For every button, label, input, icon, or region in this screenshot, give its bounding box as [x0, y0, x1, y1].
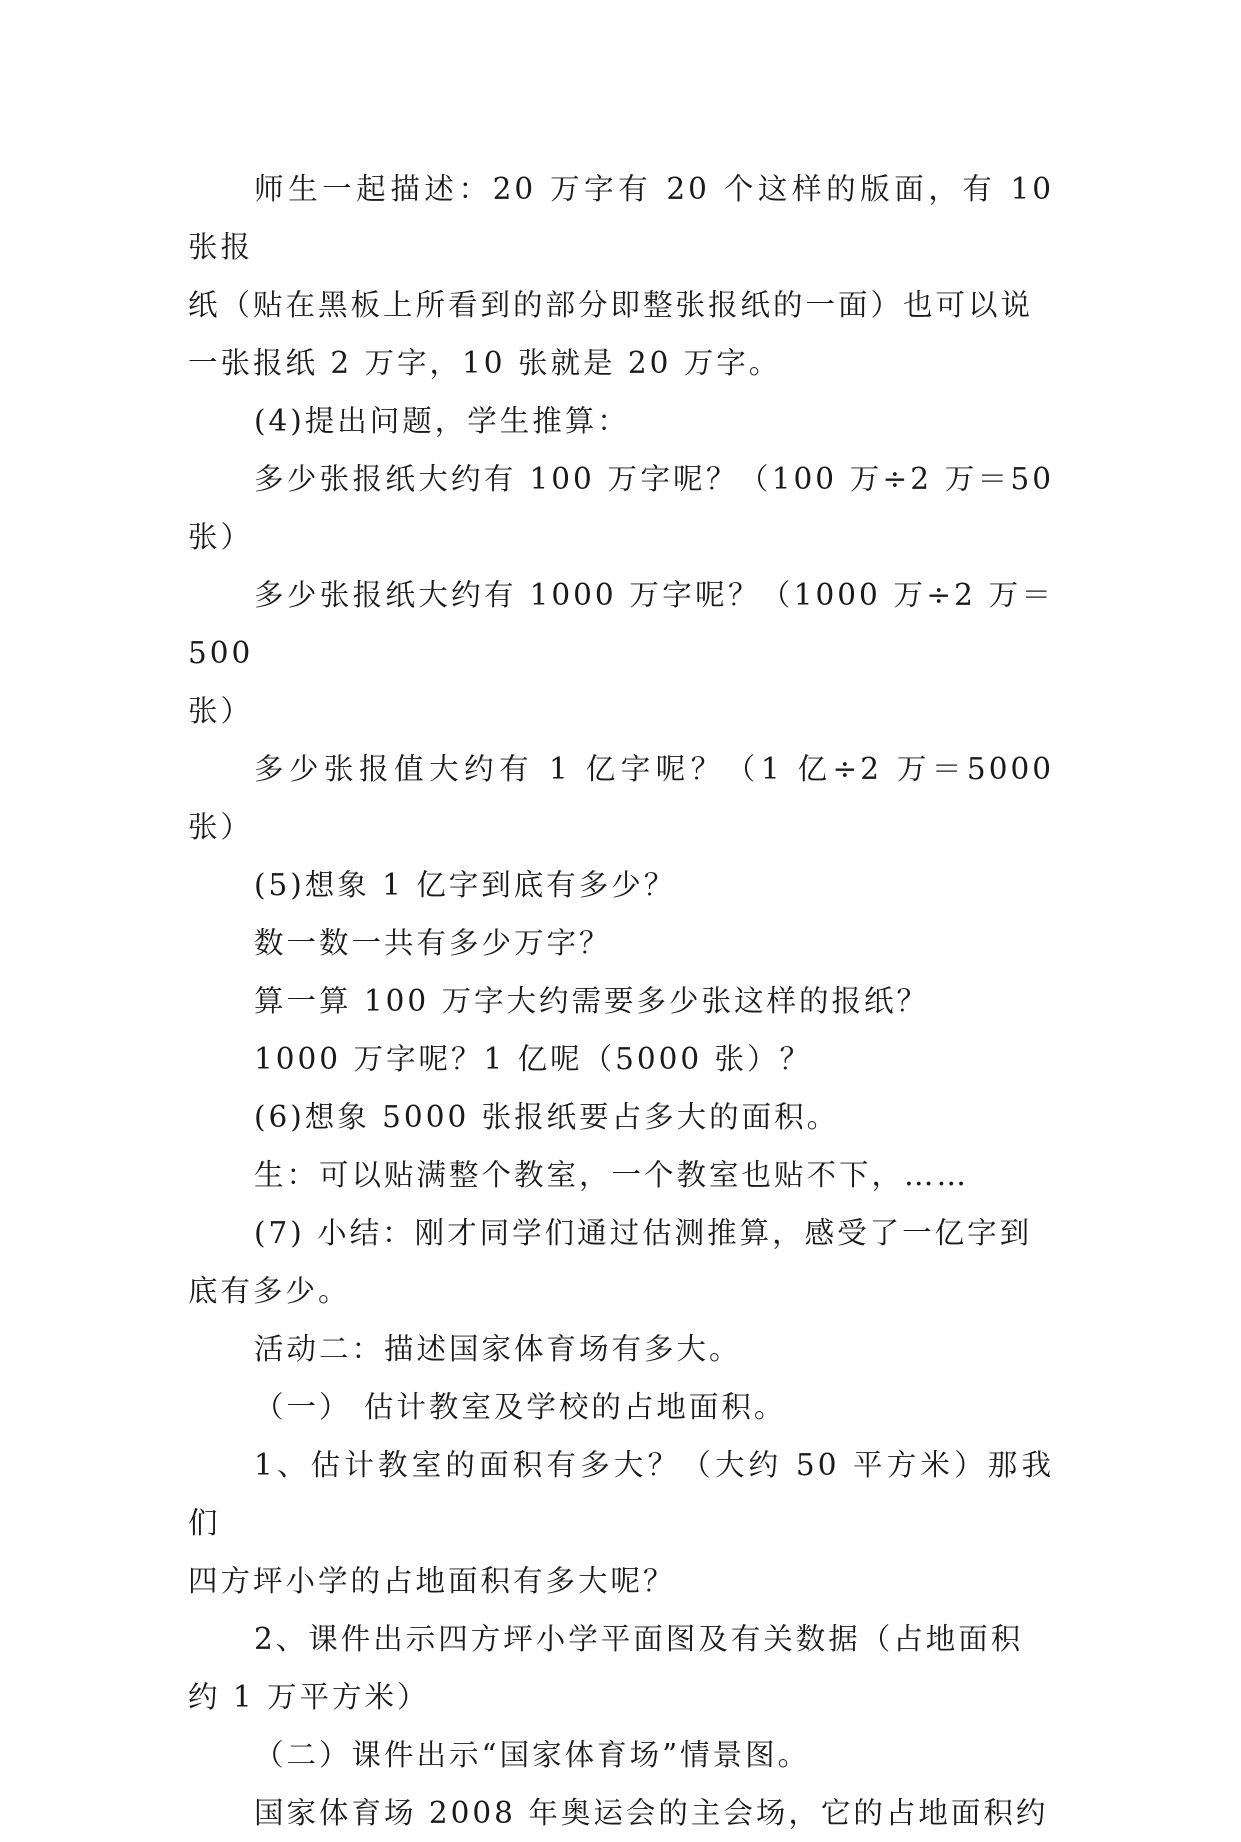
- text-line: 活动二：描述国家体育场有多大。: [254, 1332, 742, 1366]
- text-line: 1000 万字呢？1 亿呢（5000 张）？: [254, 1042, 813, 1076]
- text-line: 2、课件出示四方坪小学平面图及有关数据（占地面积: [254, 1622, 1024, 1656]
- text-line: 一张报纸 2 万字，10 张就是 20 万字。: [188, 346, 782, 380]
- text-line: 数一数一共有多少万字？: [254, 926, 612, 960]
- text-line: 国家体育场 2008 年奥运会的主会场，它的占地面积约: [254, 1796, 1049, 1830]
- text-line: 多少张报值大约有 1 亿字呢？（1 亿÷2 万＝5000 张）: [188, 752, 1054, 844]
- text-line: 生：可以贴满整个教室，一个教室也贴不下，……: [254, 1158, 970, 1192]
- text-line: 约 1 万平方米）: [188, 1680, 430, 1714]
- text-line: 1、估计教室的面积有多大？（大约 50 平方米）那我们: [188, 1448, 1054, 1540]
- text-line: 底有多少。: [188, 1274, 351, 1308]
- text-line: 多少张报纸大约有 1000 万字呢？（1000 万÷2 万＝500: [188, 578, 1054, 670]
- text-line: （二）课件出示“国家体育场”情景图。: [254, 1738, 811, 1772]
- text-line: 师生一起描述：20 万字有 20 个这样的版面，有 10 张报: [188, 172, 1054, 264]
- text-line: (4)提出问题，学生推算：: [254, 404, 630, 438]
- text-line: （一） 估计教室及学校的占地面积。: [254, 1390, 787, 1424]
- text-line: (5)想象 1 亿字到底有多少？: [254, 868, 677, 902]
- text-line: (6)想象 5000 张报纸要占多大的面积。: [254, 1100, 840, 1134]
- text-line: 纸（贴在黑板上所看到的部分即整张报纸的一面）也可以说: [188, 288, 1034, 322]
- text-line: (7) 小结：刚才同学们通过估测推算，感受了一亿字到: [254, 1216, 1033, 1250]
- text-line: 四方坪小学的占地面积有多大呢？: [188, 1564, 676, 1598]
- document-body: [188, 160, 1054, 1842]
- text-line: 张）: [188, 694, 254, 728]
- text-line: 算一算 100 万字大约需要多少张这样的报纸？: [254, 984, 930, 1018]
- text-line: 多少张报纸大约有 100 万字呢？（100 万÷2 万＝50 张）: [188, 462, 1054, 554]
